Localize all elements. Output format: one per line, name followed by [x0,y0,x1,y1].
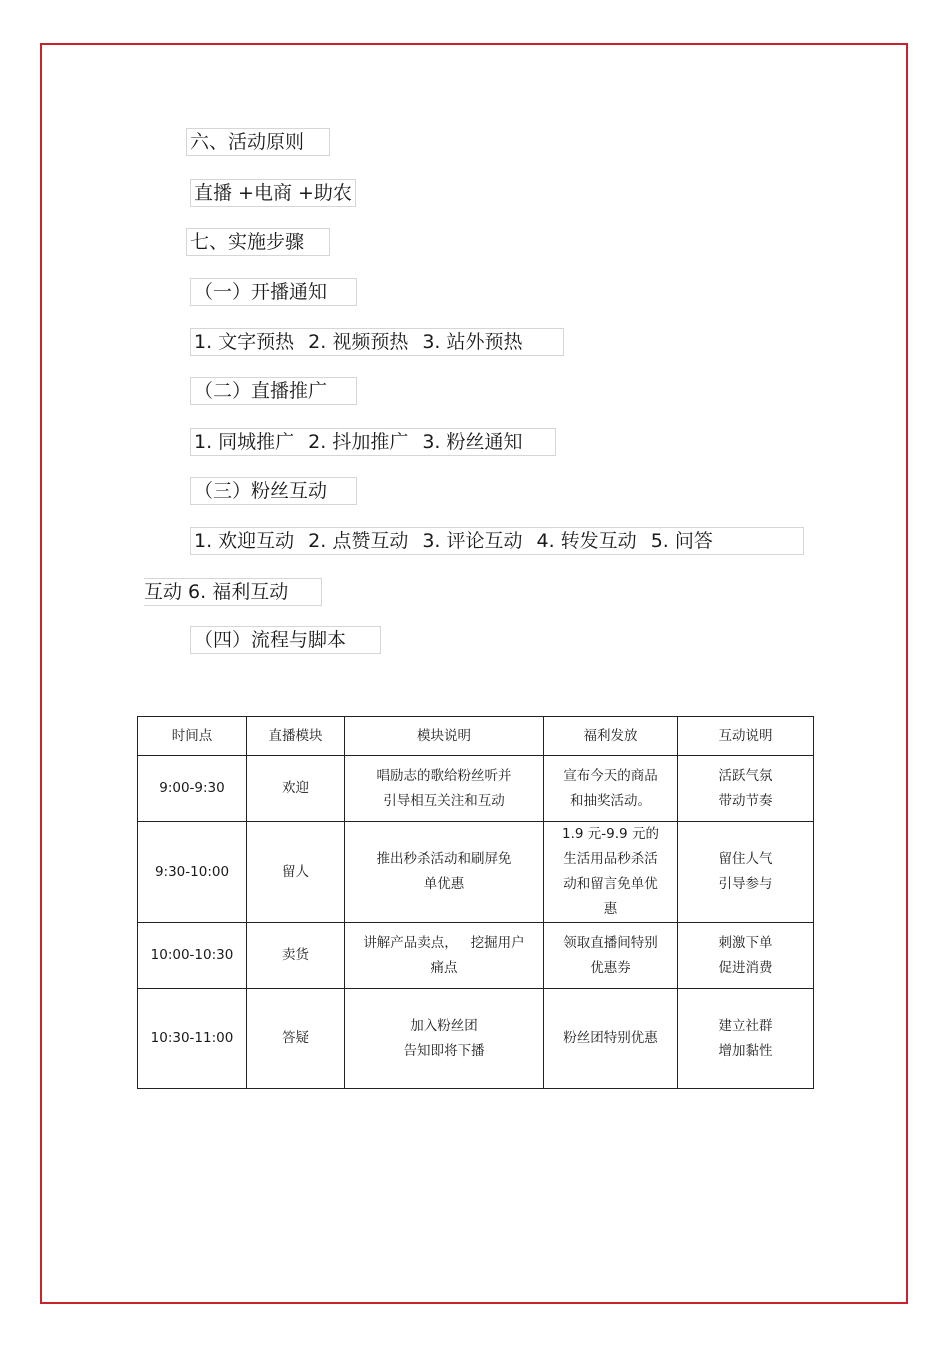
benefit-line: 宣布今天的商品 [563,767,658,784]
column-header: 福利发放 [544,717,678,756]
interact-cell [678,923,814,989]
desc-cell [345,923,544,989]
notice-item: 2. 视频预热 [308,331,409,353]
interaction-items-line1 [190,527,804,555]
interaction-items-line2: 互动 6. 福利互动 [144,578,322,606]
interact-cell [678,989,814,1089]
promotion-item: 3. 粉丝通知 [422,431,523,453]
benefit-cell [544,923,678,989]
notice-items [190,328,564,356]
benefit-line: 生活用品秒杀活 [563,851,658,867]
time-cell: 10:00-10:30 [138,923,247,989]
desc-line: 加入粉丝团 [410,1017,478,1034]
steps-heading: 七、实施步骤 [186,228,330,256]
subheading-script: （四）流程与脚本 [190,626,381,654]
principle-text: 直播 +电商 +助农 [190,179,356,207]
subheading-promotion: （二）直播推广 [190,377,357,405]
principle-heading: 六、活动原则 [186,128,330,156]
desc-line: 引导相互关注和互动 [383,792,505,809]
interact-line: 刺激下单 [718,934,773,951]
table-row [138,822,814,923]
desc-line: 讲解产品卖点， 挖掘用户 [363,934,525,951]
benefit-cell [544,989,678,1089]
desc-cell [345,822,544,923]
interact-cell [678,756,814,822]
interact-line: 增加黏性 [718,1042,773,1059]
interact-line: 留住人气 [718,851,773,867]
interaction-item: 3. 评论互动 [422,530,523,552]
livestream-script-table [137,716,814,1089]
notice-item: 3. 站外预热 [422,331,523,353]
page-frame [40,43,908,1304]
subheading-interaction: （三）粉丝互动 [190,477,357,505]
desc-line: 单优惠 [423,876,465,892]
time-cell: 10:30-11:00 [138,989,247,1089]
benefit-line: 领取直播间特别 [563,934,658,951]
benefit-cell [544,822,678,923]
column-header: 互动说明 [678,717,814,756]
interaction-item: 1. 欢迎互动 [194,530,295,552]
interact-line: 引导参与 [718,876,773,892]
benefit-line: 粉丝团特别优惠 [563,1030,658,1046]
module-cell: 留人 [247,822,345,923]
module-cell: 答疑 [247,989,345,1089]
time-cell: 9:00-9:30 [138,756,247,822]
interact-line: 建立社群 [718,1017,773,1034]
module-cell: 卖货 [247,923,345,989]
promotion-items [190,428,556,456]
interact-line: 活跃气氛 [718,767,773,784]
desc-cell [345,989,544,1089]
column-header: 直播模块 [247,717,345,756]
table-row [138,756,814,822]
promotion-item: 1. 同城推广 [194,431,295,453]
benefit-line: 1.9 元-9.9 元的 [562,826,659,842]
table-row [138,989,814,1089]
desc-line: 推出秒杀活动和刷屏免 [376,851,512,867]
interact-cell [678,822,814,923]
interaction-item: 2. 点赞互动 [308,530,409,552]
table-row [138,923,814,989]
desc-line: 唱励志的歌给粉丝听并 [376,767,512,784]
benefit-line: 动和留言免单优 [563,876,658,892]
notice-item: 1. 文字预热 [194,331,295,353]
column-header: 时间点 [138,717,247,756]
benefit-line: 惠 [603,901,618,917]
interaction-item: 5. 问答 [650,530,713,552]
module-cell: 欢迎 [247,756,345,822]
desc-cell [345,756,544,822]
interact-line: 促进消费 [718,959,773,976]
table-header-row [138,717,814,756]
desc-line: 告知即将下播 [403,1042,485,1059]
interaction-item: 4. 转发互动 [536,530,637,552]
promotion-item: 2. 抖加推广 [308,431,409,453]
interact-line: 带动节奏 [718,792,773,809]
benefit-cell [544,756,678,822]
column-header: 模块说明 [345,717,544,756]
time-cell: 9:30-10:00 [138,822,247,923]
desc-line: 痛点 [430,959,458,976]
subheading-notice: （一）开播通知 [190,278,357,306]
benefit-line: 和抽奖活动。 [570,792,651,809]
benefit-line: 优惠券 [590,959,631,976]
